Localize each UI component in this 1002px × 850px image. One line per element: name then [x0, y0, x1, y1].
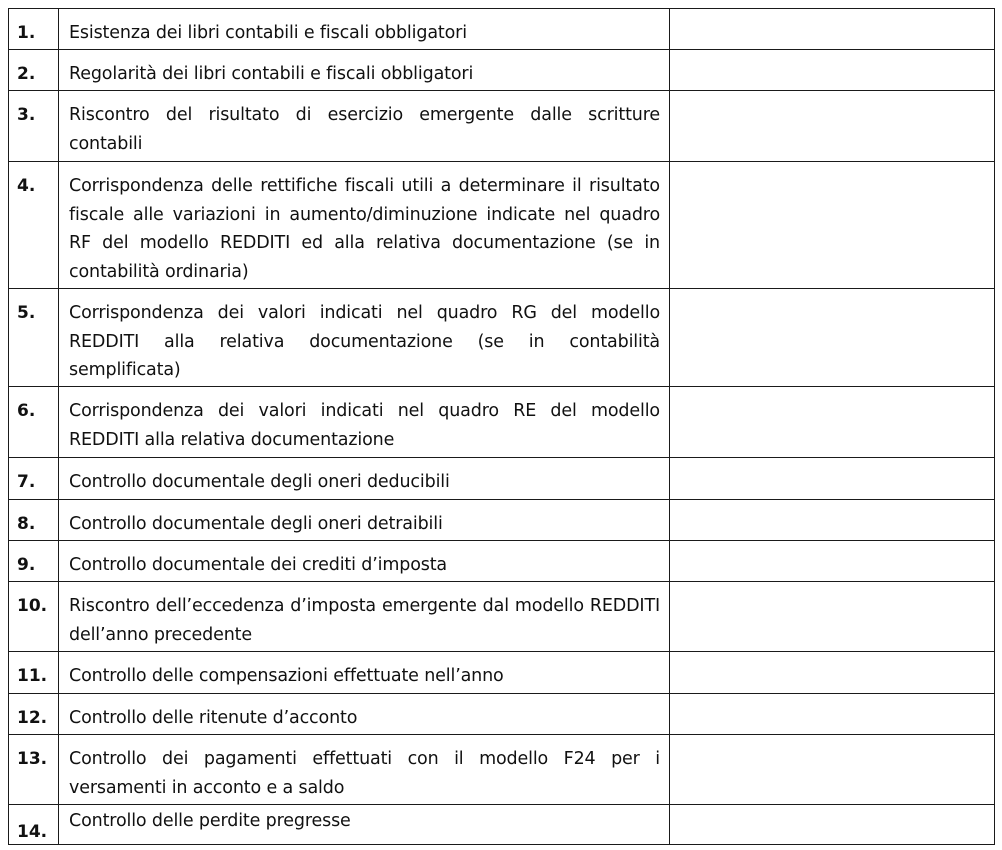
- checklist-table: [8, 8, 995, 845]
- table-row: [9, 805, 995, 845]
- row-description: Corrispondenza dei valori indicati nel quadro RE del modello REDDITI alla relativa documentazione: [59, 387, 670, 458]
- row-number: 9.: [9, 541, 59, 582]
- row-check-cell[interactable]: [670, 805, 995, 845]
- row-check-cell[interactable]: [670, 694, 995, 735]
- row-check-cell[interactable]: [670, 50, 995, 91]
- row-description: Controllo delle compensazioni effettuate nell’anno: [59, 652, 670, 694]
- row-description: Esistenza dei libri contabili e fiscali obbligatori: [59, 9, 670, 50]
- row-check-cell[interactable]: [670, 735, 995, 805]
- row-check-cell[interactable]: [670, 500, 995, 541]
- row-number: 8.: [9, 500, 59, 541]
- row-number: 13.: [9, 735, 59, 805]
- row-check-cell[interactable]: [670, 541, 995, 582]
- table-row: [9, 9, 995, 50]
- row-check-cell[interactable]: [670, 289, 995, 387]
- table-row: [9, 91, 995, 162]
- row-check-cell[interactable]: [670, 458, 995, 500]
- row-description: Riscontro dell’eccedenza d’imposta emergente dal modello REDDITI dell’anno precedente: [59, 582, 670, 652]
- row-check-cell[interactable]: [670, 9, 995, 50]
- row-number: 10.: [9, 582, 59, 652]
- row-description: Corrispondenza dei valori indicati nel quadro RG del modello REDDITI alla relativa documentazione (se in contabilità semplificata): [59, 289, 670, 387]
- table-row: [9, 387, 995, 458]
- table-row: [9, 162, 995, 289]
- table-row: [9, 458, 995, 500]
- row-description: Regolarità dei libri contabili e fiscali obbligatori: [59, 50, 670, 91]
- table-row: [9, 500, 995, 541]
- row-number: 4.: [9, 162, 59, 289]
- row-number: 11.: [9, 652, 59, 694]
- table-row: [9, 541, 995, 582]
- row-number: 14.: [9, 805, 59, 845]
- row-number: 2.: [9, 50, 59, 91]
- row-description: Controllo documentale degli oneri detraibili: [59, 500, 670, 541]
- row-check-cell[interactable]: [670, 652, 995, 694]
- row-description: Controllo documentale dei crediti d’imposta: [59, 541, 670, 582]
- table-row: [9, 50, 995, 91]
- row-check-cell[interactable]: [670, 162, 995, 289]
- row-check-cell[interactable]: [670, 387, 995, 458]
- table-row: [9, 289, 995, 387]
- row-description: Riscontro del risultato di esercizio emergente dalle scritture contabili: [59, 91, 670, 162]
- table-row: [9, 735, 995, 805]
- row-description: Controllo delle ritenute d’acconto: [59, 694, 670, 735]
- row-number: 3.: [9, 91, 59, 162]
- row-number: 12.: [9, 694, 59, 735]
- row-check-cell[interactable]: [670, 91, 995, 162]
- row-description: Controllo documentale degli oneri deducibili: [59, 458, 670, 500]
- table-row: [9, 694, 995, 735]
- row-description: Corrispondenza delle rettifiche fiscali utili a determinare il risultato fiscale alle variazioni in aumento/diminuzione indicate nel quadro RF del modello REDDITI ed alla relativa documentazione (se in contabilità ordinaria): [59, 162, 670, 289]
- row-number: 6.: [9, 387, 59, 458]
- row-number: 7.: [9, 458, 59, 500]
- row-number: 1.: [9, 9, 59, 50]
- row-description: Controllo delle perdite pregresse: [59, 805, 670, 845]
- row-description: Controllo dei pagamenti effettuati con il modello F24 per i versamenti in acconto e a saldo: [59, 735, 670, 805]
- table-row: [9, 582, 995, 652]
- row-number: 5.: [9, 289, 59, 387]
- table-row: [9, 652, 995, 694]
- row-check-cell[interactable]: [670, 582, 995, 652]
